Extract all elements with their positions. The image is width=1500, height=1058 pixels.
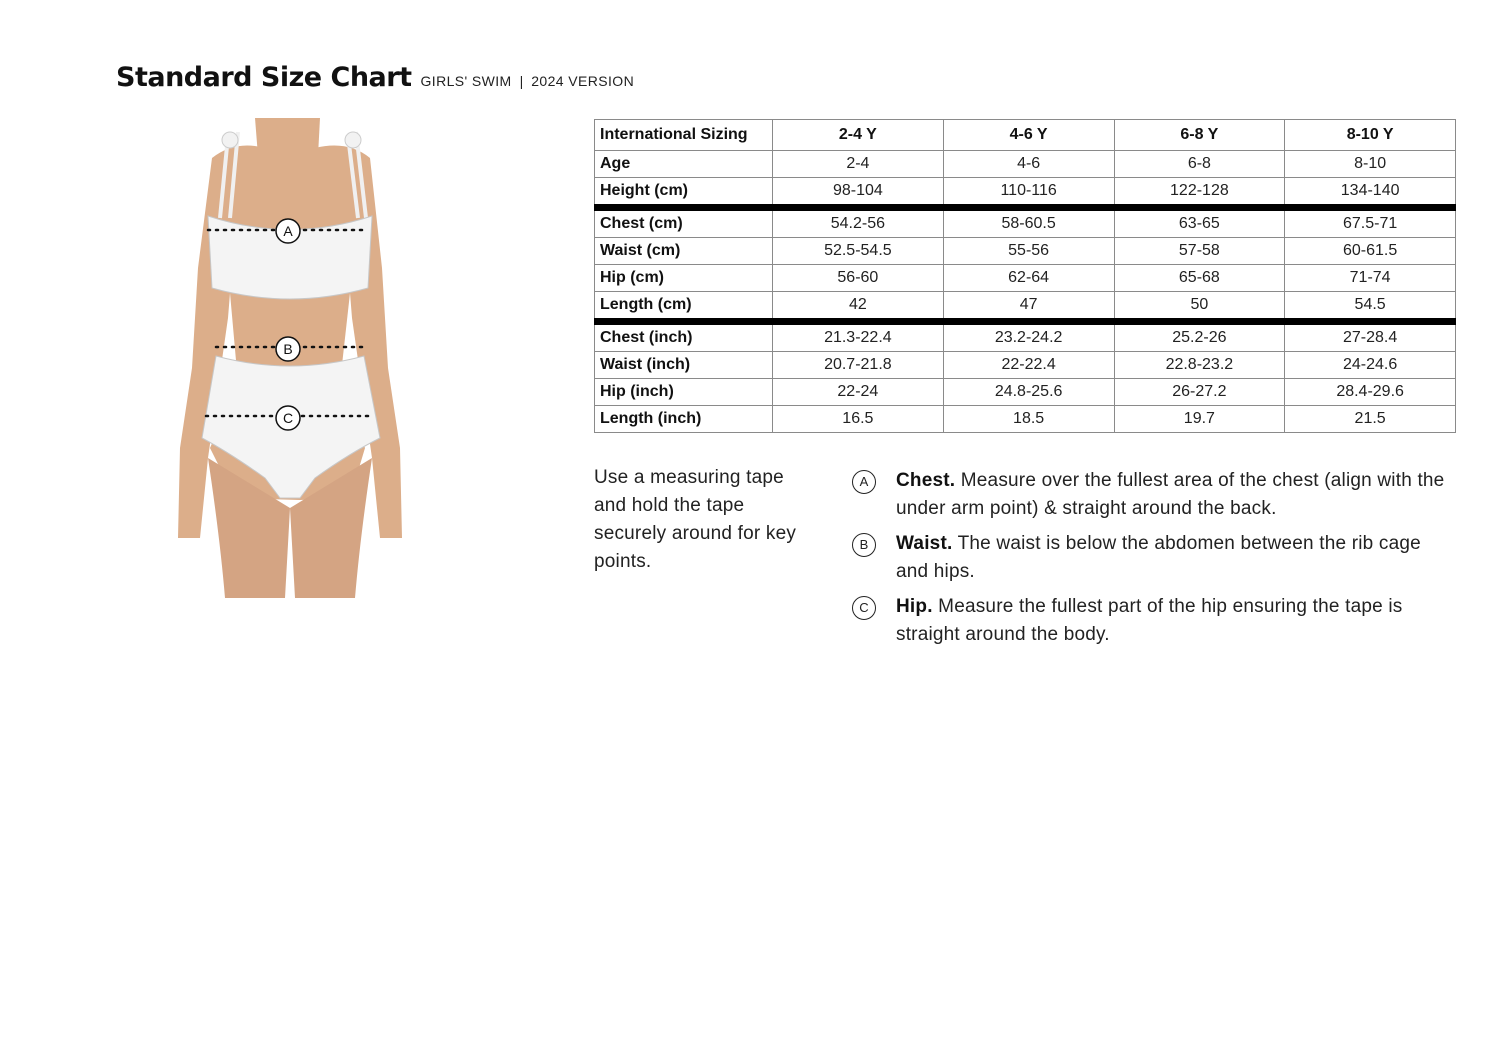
model-illustration	[150, 118, 430, 598]
marker-c	[276, 406, 300, 430]
table-cell: 98-104	[773, 178, 944, 208]
table-cell: 54.2-56	[773, 208, 944, 238]
table-cell: 67.5-71	[1285, 208, 1456, 238]
table-cell: 58-60.5	[943, 208, 1114, 238]
table-header-row	[595, 120, 1456, 151]
table-cell: 16.5	[773, 406, 944, 433]
table-cell: 62-64	[943, 265, 1114, 292]
marker-badge: A	[852, 470, 876, 494]
table-cell: 122-128	[1114, 178, 1285, 208]
instruction-hip	[852, 593, 1452, 649]
table-cell: 24.8-25.6	[943, 379, 1114, 406]
table-cell: 27-28.4	[1285, 322, 1456, 352]
row-label: Chest (cm)	[595, 208, 773, 238]
row-label: Length (cm)	[595, 292, 773, 322]
row-label: Hip (inch)	[595, 379, 773, 406]
table-cell: 21.5	[1285, 406, 1456, 433]
table-row	[595, 151, 1456, 178]
marker-badge: C	[852, 596, 876, 620]
table-row	[595, 178, 1456, 208]
column-header-label: International Sizing	[595, 120, 773, 151]
page-title: Standard Size Chart	[116, 62, 412, 93]
measuring-hint: Use a measuring tape and hold the tape securely around for key points.	[594, 467, 797, 572]
table-cell: 56-60	[773, 265, 944, 292]
table-cell: 57-58	[1114, 238, 1285, 265]
table-cell: 47	[943, 292, 1114, 322]
table-cell: 22-22.4	[943, 352, 1114, 379]
table-cell: 21.3-22.4	[773, 322, 944, 352]
table-cell: 63-65	[1114, 208, 1285, 238]
instruction-chest	[852, 467, 1452, 523]
table-cell: 26-27.2	[1114, 379, 1285, 406]
table-cell: 55-56	[943, 238, 1114, 265]
table-cell: 42	[773, 292, 944, 322]
table-cell: 25.2-26	[1114, 322, 1285, 352]
table-row	[595, 406, 1456, 433]
table-cell: 54.5	[1285, 292, 1456, 322]
table-row	[595, 238, 1456, 265]
svg-text:A: A	[283, 223, 293, 239]
table-cell: 22.8-23.2	[1114, 352, 1285, 379]
model-figure	[150, 118, 430, 598]
table-cell: 52.5-54.5	[773, 238, 944, 265]
row-label: Waist (inch)	[595, 352, 773, 379]
table-cell: 65-68	[1114, 265, 1285, 292]
instruction-body: The waist is below the abdomen between the rib cage and hips.	[896, 533, 1421, 582]
table-cell: 6-8	[1114, 151, 1285, 178]
row-label: Chest (inch)	[595, 322, 773, 352]
table-cell: 2-4	[773, 151, 944, 178]
instruction-waist	[852, 530, 1452, 586]
table-cell: 4-6	[943, 151, 1114, 178]
instruction-text	[896, 593, 1452, 649]
instruction-body: Measure over the fullest area of the chest (align with the under arm point) & straight around the back.	[896, 470, 1445, 519]
version-label: 2024 VERSION	[531, 73, 635, 89]
svg-text:B: B	[283, 341, 293, 357]
table-row	[595, 265, 1456, 292]
table-cell: 28.4-29.6	[1285, 379, 1456, 406]
table-cell: 18.5	[943, 406, 1114, 433]
table-cell: 20.7-21.8	[773, 352, 944, 379]
row-label: Length (inch)	[595, 406, 773, 433]
marker-badge: B	[852, 533, 876, 557]
page-header	[116, 62, 634, 93]
column-header-size: 6-8 Y	[1114, 120, 1285, 151]
row-label: Age	[595, 151, 773, 178]
table-cell: 60-61.5	[1285, 238, 1456, 265]
table-row	[595, 322, 1456, 352]
instruction-body: Measure the fullest part of the hip ensuring the tape is straight around the body.	[896, 596, 1403, 645]
header-separator: |	[519, 73, 524, 89]
instruction-title: Chest.	[896, 470, 956, 491]
table-row	[595, 292, 1456, 322]
column-header-size: 8-10 Y	[1285, 120, 1456, 151]
table-cell: 24-24.6	[1285, 352, 1456, 379]
size-table	[594, 119, 1456, 433]
table-cell: 22-24	[773, 379, 944, 406]
table-cell: 134-140	[1285, 178, 1456, 208]
row-label: Waist (cm)	[595, 238, 773, 265]
table-row	[595, 379, 1456, 406]
table-cell: 23.2-24.2	[943, 322, 1114, 352]
column-header-size: 2-4 Y	[773, 120, 944, 151]
table-cell: 71-74	[1285, 265, 1456, 292]
table-row	[595, 208, 1456, 238]
marker-b	[276, 337, 300, 361]
instruction-text	[896, 530, 1452, 586]
svg-text:C: C	[282, 410, 294, 426]
instruction-text	[896, 467, 1452, 523]
product-category: GIRLS' SWIM	[420, 73, 512, 89]
measurement-instructions	[852, 467, 1452, 656]
instruction-title: Waist.	[896, 533, 953, 554]
table-cell: 8-10	[1285, 151, 1456, 178]
marker-a	[276, 219, 300, 243]
table-row	[595, 352, 1456, 379]
table-cell: 50	[1114, 292, 1285, 322]
table-cell: 19.7	[1114, 406, 1285, 433]
table-cell: 110-116	[943, 178, 1114, 208]
column-header-size: 4-6 Y	[943, 120, 1114, 151]
instruction-title: Hip.	[896, 596, 933, 617]
row-label: Hip (cm)	[595, 265, 773, 292]
row-label: Height (cm)	[595, 178, 773, 208]
